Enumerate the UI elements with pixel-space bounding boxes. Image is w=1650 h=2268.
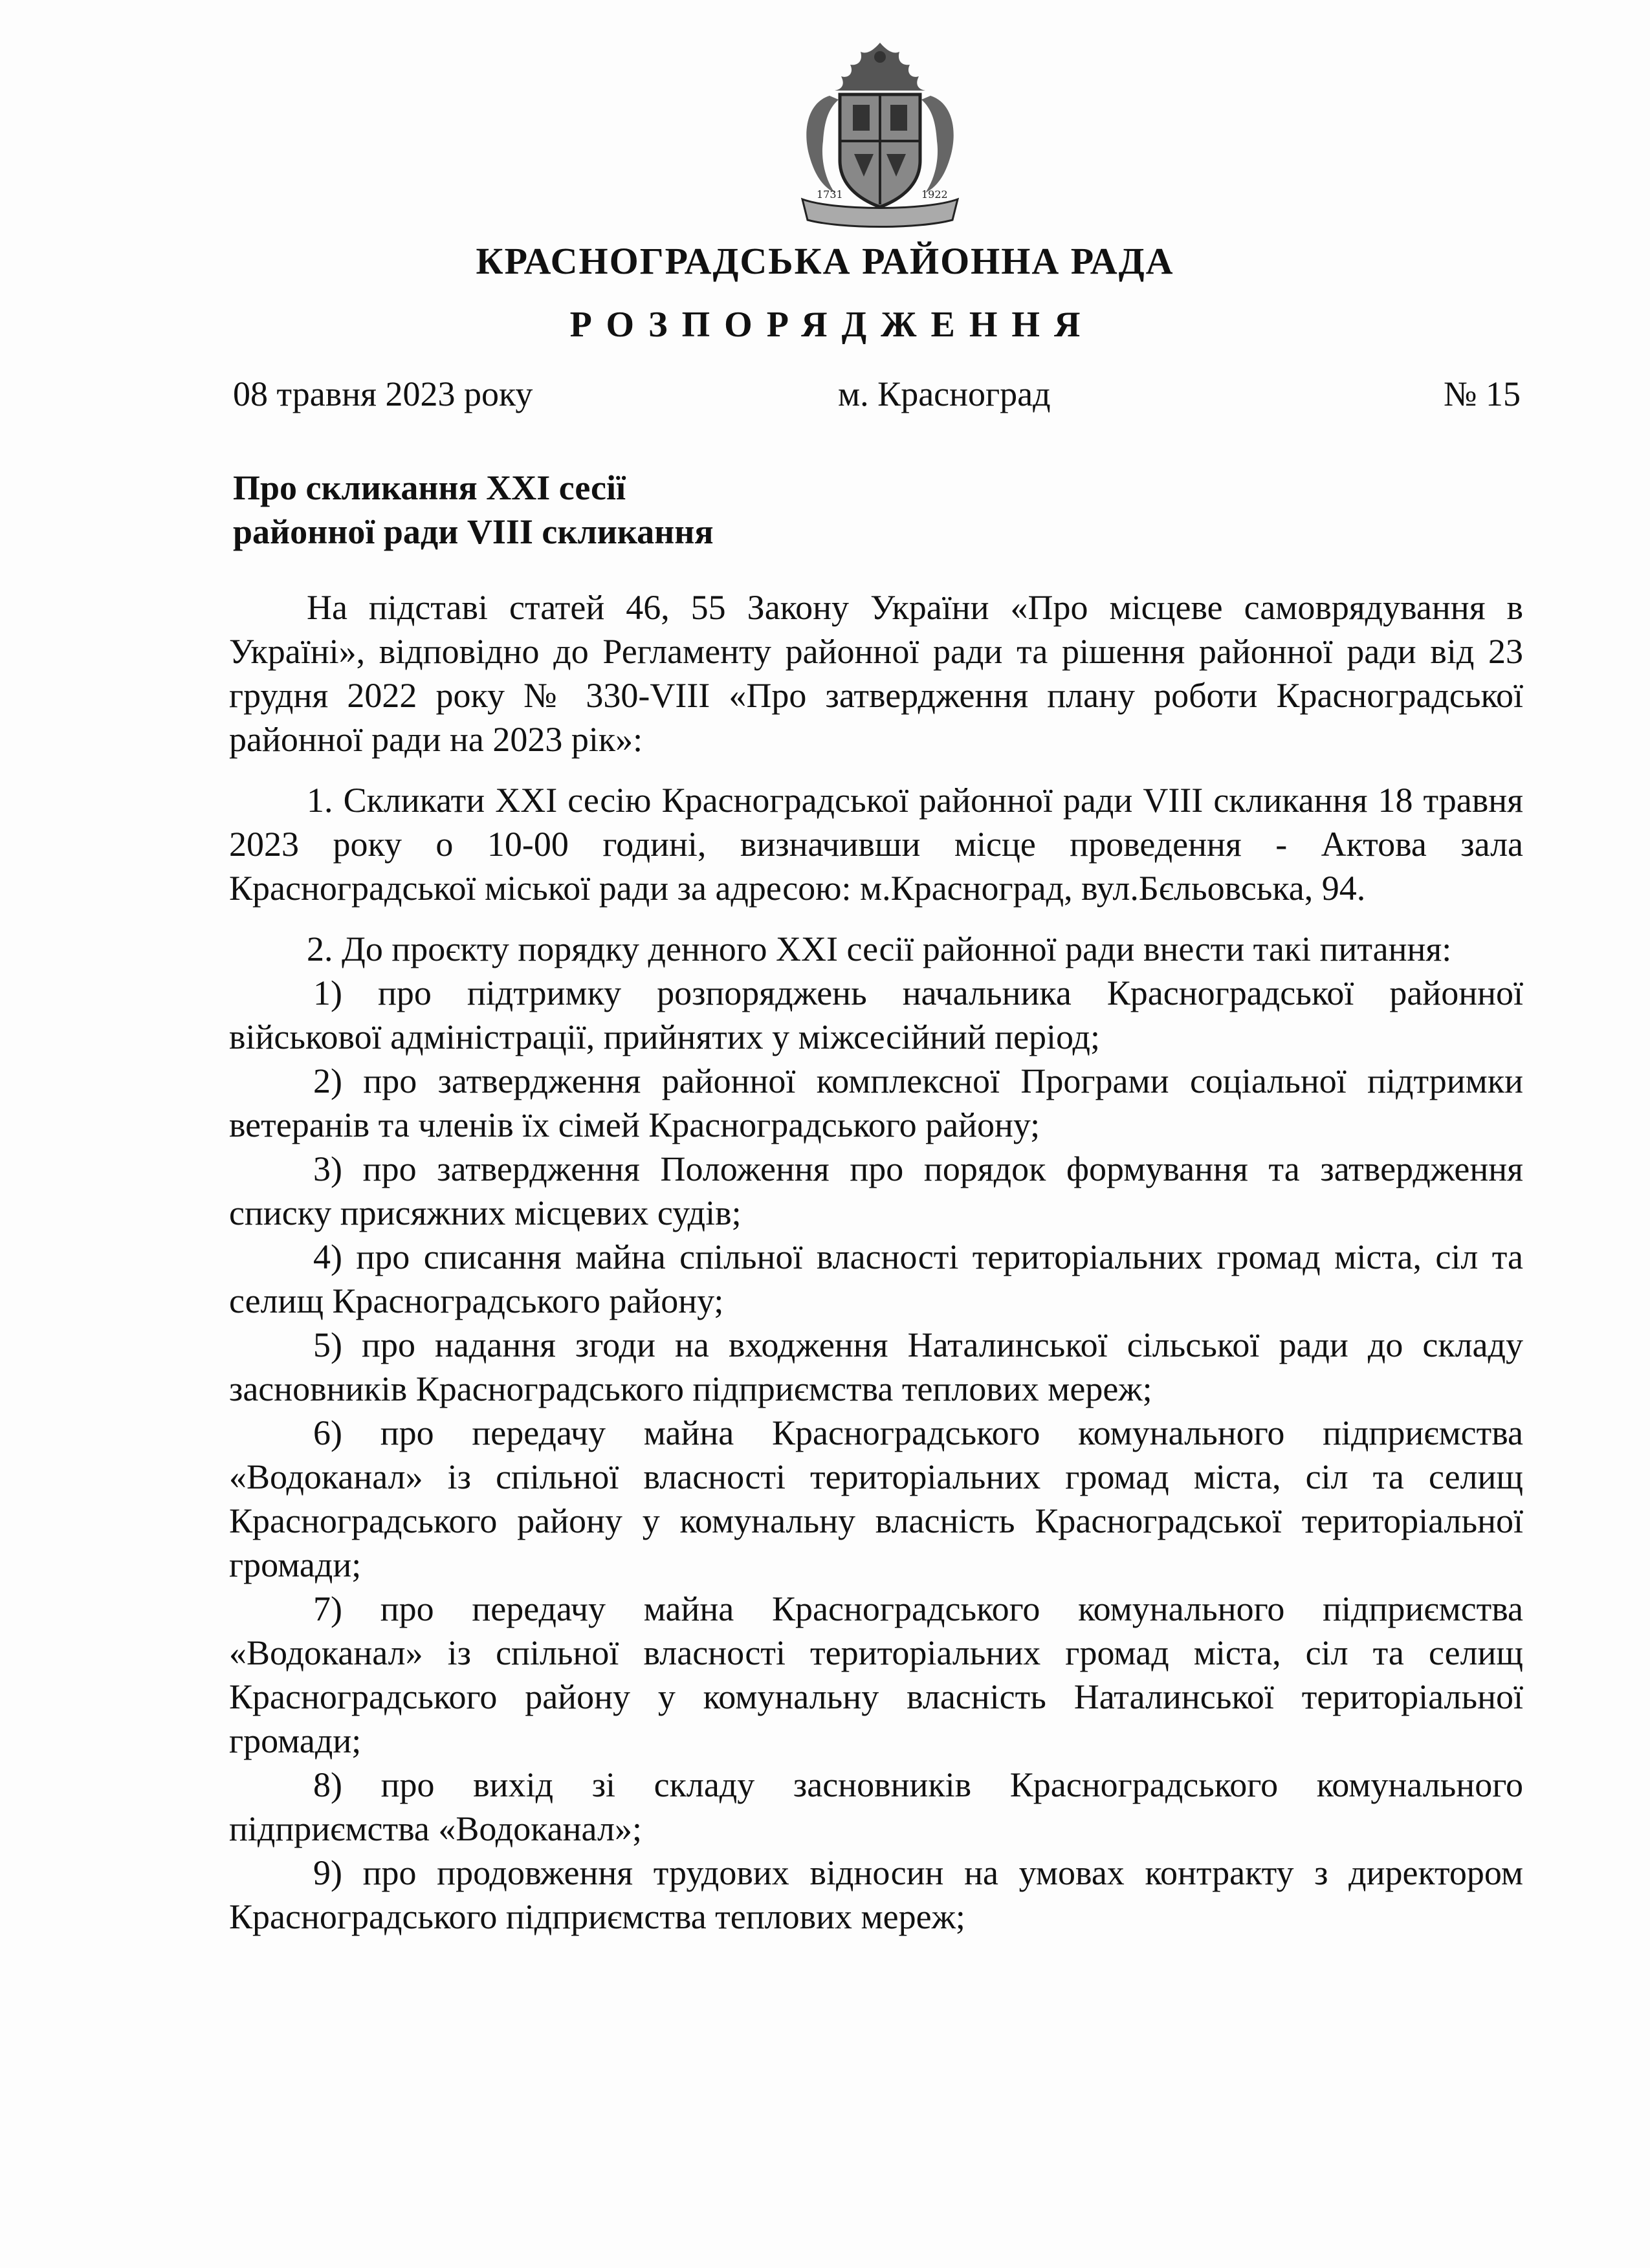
agenda-item: 8) про вихід зі складу засновників Красноградського комунального підприємства «Водоканал»; (229, 1765, 1523, 1848)
agenda-item: 9) про продовження трудових відносин на умовах контракту з директором Красноградського підприємства теплових мереж; (229, 1853, 1523, 1936)
document-type: РОЗПОРЯДЖЕННЯ (569, 305, 1095, 345)
coat-of-arms-icon (783, 38, 977, 232)
point-1-paragraph: 1. Скликати XXI сесію Красноградської районної ради VIII скликання 18 травня 2023 року о 10-00 годині, визначивши місце проведення - Актова зала Красноградської міської ради за адресою: м.Красноград, вул.Бєльовська, 94. (229, 781, 1523, 908)
agenda-item: 1) про підтримку розпоряджень начальника Красноградської районної військової адміністрації, прийнятих у міжсесійний період; (229, 974, 1523, 1056)
agenda-item: 2) про затвердження районної комплексної Програми соціальної підтримки ветеранів та членів їх сімей Красноградського району; (229, 1062, 1523, 1144)
emblem-year-right: 1922 (921, 188, 948, 201)
document-subject (233, 466, 714, 554)
agenda-item: 7) про передачу майна Красноградського комунального підприємства «Водоканал» із спільної власності територіальних громад міста, сіл та селищ Красноградського району у комунальну власність Наталинської територіальної громади; (229, 1589, 1523, 1760)
subject-line-1: Про скликання XXI сесії (233, 468, 626, 507)
agenda-item: 3) про затвердження Положення про порядок формування та затвердження списку присяжних місцевих судів; (229, 1150, 1523, 1232)
agenda-item: 5) про надання згоди на входження Наталинської сільської ради до складу засновників Красноградського підприємства теплових мереж; (229, 1325, 1523, 1408)
preamble-paragraph: На підставі статей 46, 55 Закону України «Про місцеве самоврядування в Україні», відповідно до Регламенту районної ради та рішення районної ради від 23 грудня 2022 року № 330-VIII «Про затвердження плану роботи Красноградської районної ради на 2023 рік»: (229, 588, 1523, 759)
document-meta (233, 374, 1521, 419)
point-2-paragraph: 2. До проєкту порядку денного XXI сесії районної ради внести такі питання: (307, 930, 1452, 968)
document-place: м. Красноград (838, 375, 1051, 413)
agenda-item: 6) про передачу майна Красноградського комунального підприємства «Водоканал» із спільної власності територіальних громад міста, сіл та селищ Красноградського району у комунальну власність Красноградської територіальної громади; (229, 1413, 1523, 1584)
agenda-item: 4) про списання майна спільної власності територіальних громад міста, сіл та селищ Красноградського району; (229, 1238, 1523, 1320)
council-name: КРАСНОГРАДСЬКА РАЙОННА РАДА (476, 240, 1174, 282)
subject-line-2: районної ради VIII скликання (233, 512, 714, 551)
document-number: № 15 (1443, 375, 1521, 413)
emblem-year-left: 1731 (817, 188, 843, 201)
document-date: 08 травня 2023 року (233, 375, 533, 413)
document-body (229, 585, 1523, 1939)
